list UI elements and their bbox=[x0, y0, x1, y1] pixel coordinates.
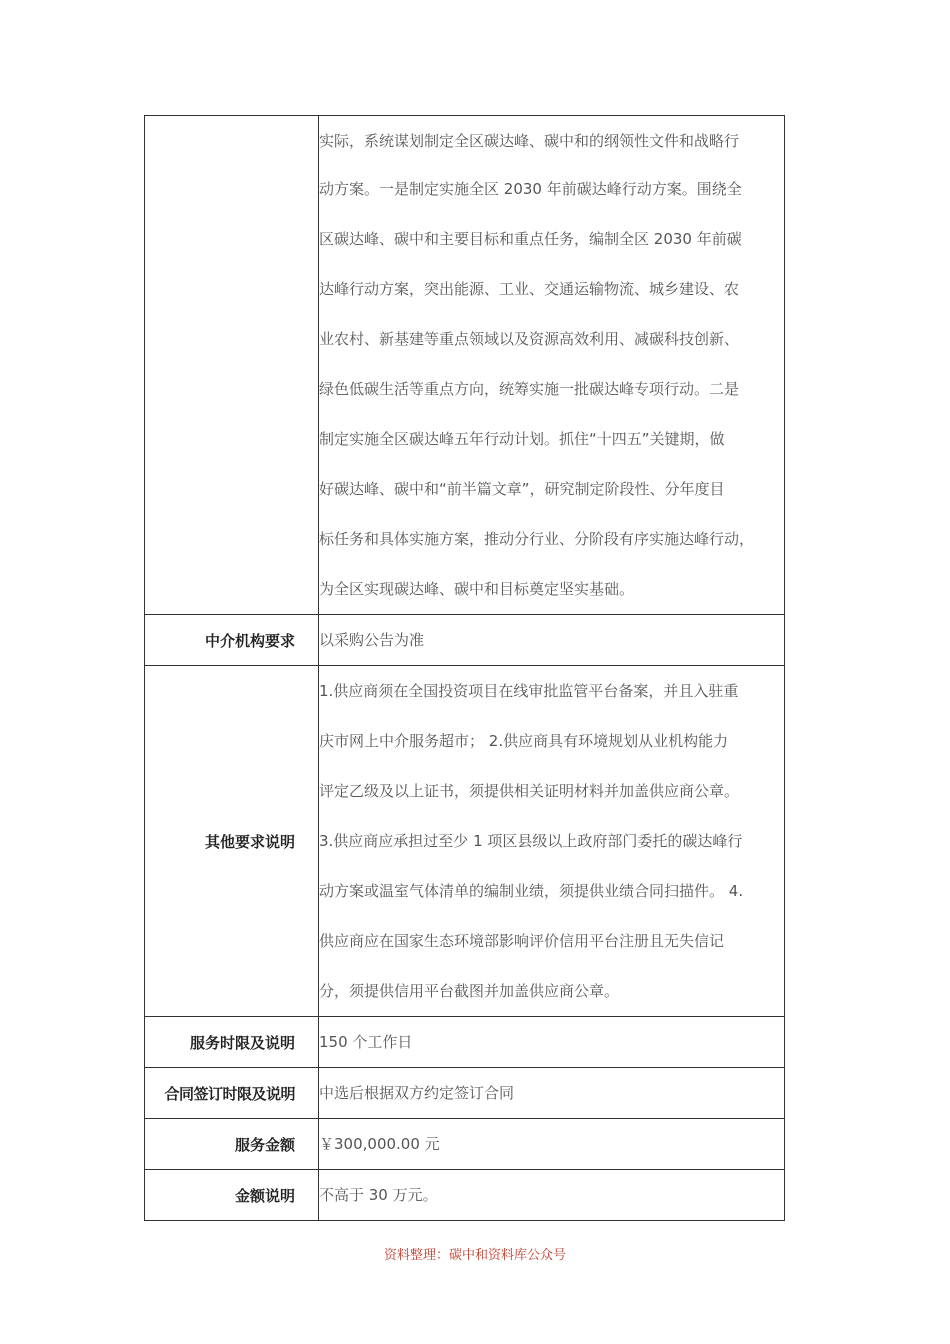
agency-requirement-label: 中介机构要求 bbox=[145, 615, 319, 666]
text-line: 区碳达峰、碳中和主要目标和重点任务，编制全区 2030 年前碳 bbox=[319, 230, 742, 248]
table-row-service-amount bbox=[145, 1119, 785, 1170]
table-row-other-requirements bbox=[145, 666, 785, 1017]
table-row-amount-note bbox=[145, 1170, 785, 1221]
text-line: 动方案。一是制定实施全区 2030 年前碳达峰行动方案。围绕全 bbox=[319, 180, 742, 198]
procurement-info-table bbox=[144, 115, 785, 1221]
footer-source-note: 资料整理：碳中和资料库公众号 bbox=[383, 1248, 566, 1263]
text-line: 业农村、新基建等重点领域以及资源高效利用、减碳科技创新、 bbox=[319, 330, 740, 348]
service-amount-value: ￥300,000.00 元 bbox=[319, 1119, 785, 1170]
table-row-service-period bbox=[145, 1017, 785, 1068]
text-line: 1.供应商须在全国投资项目在线审批监管平台备案，并且入驻重 bbox=[319, 682, 739, 700]
row-label-empty bbox=[145, 116, 319, 615]
text-line: 达峰行动方案，突出能源、工业、交通运输物流、城乡建设、农 bbox=[319, 280, 740, 298]
agency-requirement-value: 以采购公告为准 bbox=[319, 615, 785, 666]
text-line: 绿色低碳生活等重点方向，统筹实施一批碳达峰专项行动。二是 bbox=[319, 380, 740, 398]
text-line: 3.供应商应承担过至少 1 项区县级以上政府部门委托的碳达峰行 bbox=[319, 832, 743, 850]
amount-note-label: 金额说明 bbox=[145, 1170, 319, 1221]
contract-period-value: 中选后根据双方约定签订合同 bbox=[319, 1068, 785, 1119]
text-line: 实际，系统谋划制定全区碳达峰、碳中和的纲领性文件和战略行 bbox=[319, 132, 740, 150]
contract-period-label: 合同签订时限及说明 bbox=[145, 1068, 319, 1119]
text-line: 标任务和具体实施方案，推动分行业、分阶段有序实施达峰行动， bbox=[319, 530, 755, 548]
text-line: 庆市网上中介服务超市； 2.供应商具有环境规划从业机构能力 bbox=[319, 732, 729, 750]
text-line: 分，须提供信用平台截图并加盖供应商公章。 bbox=[319, 982, 620, 1000]
text-line: 制定实施全区碳达峰五年行动计划。抓住“十四五”关键期，做 bbox=[319, 430, 725, 448]
other-requirements-text-block bbox=[319, 666, 785, 1017]
text-line: 为全区实现碳达峰、碳中和目标奠定坚实基础。 bbox=[319, 580, 635, 598]
service-amount-label: 服务金额 bbox=[145, 1119, 319, 1170]
amount-note-value: 不高于 30 万元。 bbox=[319, 1170, 785, 1221]
table-row-intro bbox=[145, 116, 785, 615]
text-line: 好碳达峰、碳中和“前半篇文章”，研究制定阶段性、分年度目 bbox=[319, 480, 725, 498]
table-row-contract-period bbox=[145, 1068, 785, 1119]
text-line: 动方案或温室气体清单的编制业绩，须提供业绩合同扫描件。 4. bbox=[319, 882, 744, 900]
intro-text-block bbox=[319, 116, 785, 615]
text-line: 供应商应在国家生态环境部影响评价信用平台注册且无失信记 bbox=[319, 932, 725, 950]
service-period-label: 服务时限及说明 bbox=[145, 1017, 319, 1068]
text-line: 评定乙级及以上证书，须提供相关证明材料并加盖供应商公章。 bbox=[319, 782, 740, 800]
service-period-value: 150 个工作日 bbox=[319, 1017, 785, 1068]
other-requirements-label: 其他要求说明 bbox=[145, 666, 319, 1017]
table-row-agency bbox=[145, 615, 785, 666]
